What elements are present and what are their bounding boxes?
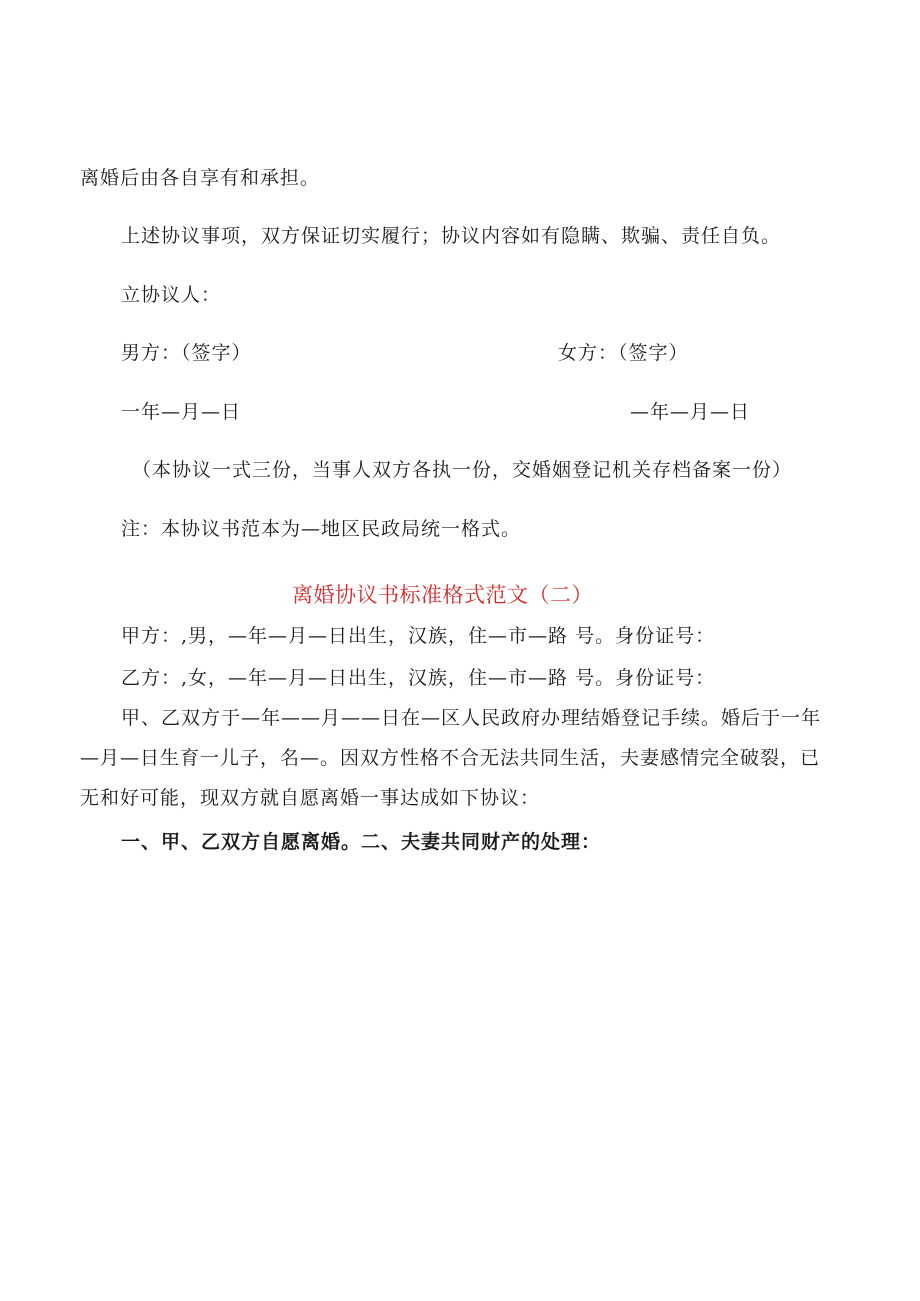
signatories-label: 立协议人： bbox=[121, 284, 222, 306]
continuation-text: 离婚后由各自享有和承担。 bbox=[80, 167, 321, 189]
female-signature-field: 女方：（签字） bbox=[558, 342, 689, 364]
guarantee-paragraph: 上述协议事项，双方保证切实履行；协议内容如有隐瞒、欺骗、责任自负。 bbox=[121, 225, 782, 247]
agreement-body-line-3: 无和好可能，现双方就自愿离婚一事达成如下协议： bbox=[80, 787, 541, 809]
clause-line: 一、甲、乙双方自愿离婚。二、夫妻共同财产的处理： bbox=[121, 831, 602, 853]
male-date-field: 一年—月—日 bbox=[121, 401, 242, 423]
female-date-field: —年—月—日 bbox=[630, 401, 751, 423]
male-signature-field: 男方：（签字） bbox=[121, 342, 252, 364]
copies-note: （本协议一式三份，当事人双方各执一份，交婚姻登记机关存档备案一份） bbox=[132, 459, 793, 481]
party-a-info: 甲方：,男，—年—月—日出生，汉族，住—市—路 号。身份证号： bbox=[121, 625, 716, 647]
format-note: 注：本协议书范本为—地区民政局统一格式。 bbox=[121, 518, 522, 540]
agreement-body-line-2: —月—日生育一儿子，名—。因双方性格不合无法共同生活，夫妻感情完全破裂，已 bbox=[80, 747, 821, 769]
section-heading: 离婚协议书标准格式范文（二） bbox=[292, 583, 593, 607]
agreement-body-line-1: 甲、乙双方于—年——月——日在—区人民政府办理结婚登记手续。婚后于一年 bbox=[121, 707, 822, 729]
party-b-info: 乙方：,女，—年—月—日出生，汉族，住—市—路 号。身份证号： bbox=[121, 667, 716, 689]
